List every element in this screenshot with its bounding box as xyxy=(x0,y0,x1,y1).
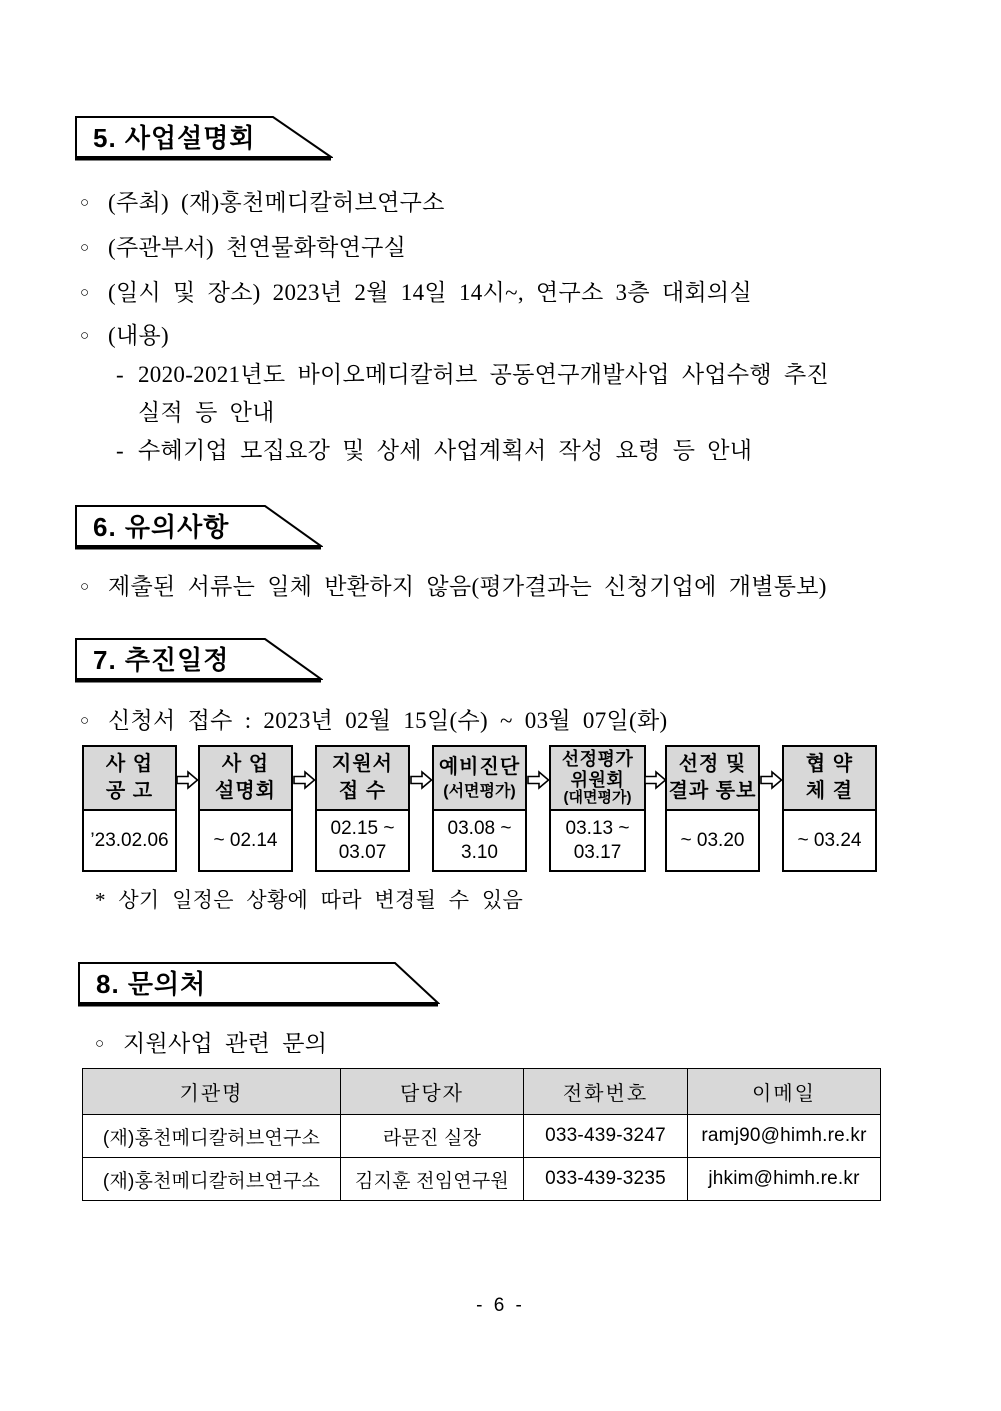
table-header-cell: 전화번호 xyxy=(524,1069,688,1115)
list-item-text: (주최) (재)홍천메디칼허브연구소 xyxy=(108,190,445,215)
list-item xyxy=(116,432,752,465)
flow-step-body: ~ 02.14 xyxy=(213,829,278,851)
note-text: * 상기 일정은 상황에 따라 변경될 수 있음 xyxy=(95,888,524,912)
flow-step-body: ’23.02.06 xyxy=(90,829,169,851)
list-item xyxy=(116,356,829,389)
flow-step-header: 사 업 설명회 xyxy=(200,747,291,811)
section-8-banner xyxy=(78,962,440,1008)
list-item-continuation xyxy=(138,394,275,427)
flow-step-body: 03.13 ~ 03.17 xyxy=(565,817,630,863)
dash-marker: - xyxy=(116,438,124,463)
table-cell-org: (재)홍천메디칼허브연구소 xyxy=(83,1158,341,1201)
contacts-table xyxy=(82,1068,881,1201)
list-item xyxy=(80,702,668,735)
list-item-text: (일시 및 장소) 2023년 2월 14일 14시~, 연구소 3층 대회의실 xyxy=(108,280,752,305)
schedule-note xyxy=(95,884,523,914)
bullet-marker: ○ xyxy=(80,579,90,595)
section-8-title: 8. 문의처 xyxy=(96,968,207,999)
list-item-text: 실적 등 안내 xyxy=(138,400,275,425)
flow-step xyxy=(549,745,646,872)
section-6-title: 6. 유의사항 xyxy=(93,511,230,542)
table-row xyxy=(83,1115,881,1158)
list-item-text: 2020-2021년도 바이오메디칼허브 공동연구개발사업 사업수행 추진 xyxy=(138,362,829,387)
list-item-text: 수혜기업 모집요강 및 상세 사업계획서 작성 요령 등 안내 xyxy=(138,438,753,463)
bullet-marker: ○ xyxy=(80,240,90,256)
flow-step-header: 예비진단 (서면평가) xyxy=(434,747,525,811)
section-7-title: 7. 추진일정 xyxy=(93,644,230,675)
flow-step-body: ~ 03.20 xyxy=(680,829,745,851)
table-cell-email: jhkim@himh.re.kr xyxy=(688,1158,881,1201)
flow-step-header: 사 업 공 고 xyxy=(84,747,175,811)
table-cell-person: 김지훈 전임연구원 xyxy=(341,1158,524,1201)
list-item xyxy=(80,184,445,217)
list-item-text: 제출된 서류는 일체 반환하지 않음(평가결과는 신청기업에 개별통보) xyxy=(108,574,827,599)
flow-step xyxy=(198,745,293,872)
table-cell-org: (재)홍천메디칼허브연구소 xyxy=(83,1115,341,1158)
flow-step-header: 선정 및 결과 통보 xyxy=(667,747,758,811)
table-row xyxy=(83,1158,881,1201)
list-item-text: 지원사업 관련 문의 xyxy=(123,1031,328,1056)
list-item xyxy=(80,274,752,307)
right-arrow-icon xyxy=(527,770,550,790)
bullet-marker: ○ xyxy=(80,713,90,729)
dash-marker: - xyxy=(116,362,124,387)
bullet-marker: ○ xyxy=(80,195,90,211)
table-header-cell: 이메일 xyxy=(688,1069,881,1115)
flow-step-body: 03.08 ~ 3.10 xyxy=(447,817,512,863)
right-arrow-icon xyxy=(176,770,199,790)
table-cell-phone: 033-439-3235 xyxy=(524,1158,688,1201)
table-cell-phone: 033-439-3247 xyxy=(524,1115,688,1158)
right-arrow-icon xyxy=(644,770,667,790)
list-item-text: (주관부서) 천연물화학연구실 xyxy=(108,235,407,260)
bullet-marker: ○ xyxy=(80,285,90,301)
flow-step xyxy=(432,745,527,872)
flow-step-body: ~ 03.24 xyxy=(797,829,862,851)
flow-step-header: 지원서 접 수 xyxy=(317,747,408,811)
flow-step xyxy=(82,745,177,872)
bullet-marker: ○ xyxy=(80,328,90,344)
flow-step-header: 선정평가 위원회 (대면평가) xyxy=(551,747,644,811)
table-header-cell: 기관명 xyxy=(83,1069,341,1115)
list-item xyxy=(80,568,827,601)
table-header-row xyxy=(83,1069,881,1115)
table-cell-email: ramj90@himh.re.kr xyxy=(688,1115,881,1158)
table-header-cell: 담당자 xyxy=(341,1069,524,1115)
right-arrow-icon xyxy=(760,770,783,790)
flow-step xyxy=(665,745,760,872)
flow-step-header: 협 약 체 결 xyxy=(784,747,875,811)
section-6-banner xyxy=(75,505,323,551)
section-5-banner xyxy=(75,116,333,162)
table-cell-person: 라문진 실장 xyxy=(341,1115,524,1158)
list-item xyxy=(80,229,406,262)
flow-step xyxy=(782,745,877,872)
list-item xyxy=(95,1025,327,1058)
list-item-text: (내용) xyxy=(108,323,169,348)
right-arrow-icon xyxy=(293,770,316,790)
flow-step-body: 02.15 ~ 03.07 xyxy=(330,817,395,863)
section-5-title: 5. 사업설명회 xyxy=(93,122,256,153)
section-7-banner xyxy=(75,638,323,684)
list-item-text: 신청서 접수 : 2023년 02월 15일(수) ~ 03월 07일(화) xyxy=(108,708,668,733)
flow-step xyxy=(315,745,410,872)
page-number: - 6 - xyxy=(476,1295,525,1316)
schedule-flow-diagram xyxy=(82,745,878,872)
bullet-marker: ○ xyxy=(95,1036,105,1052)
right-arrow-icon xyxy=(410,770,433,790)
list-item xyxy=(80,317,169,350)
